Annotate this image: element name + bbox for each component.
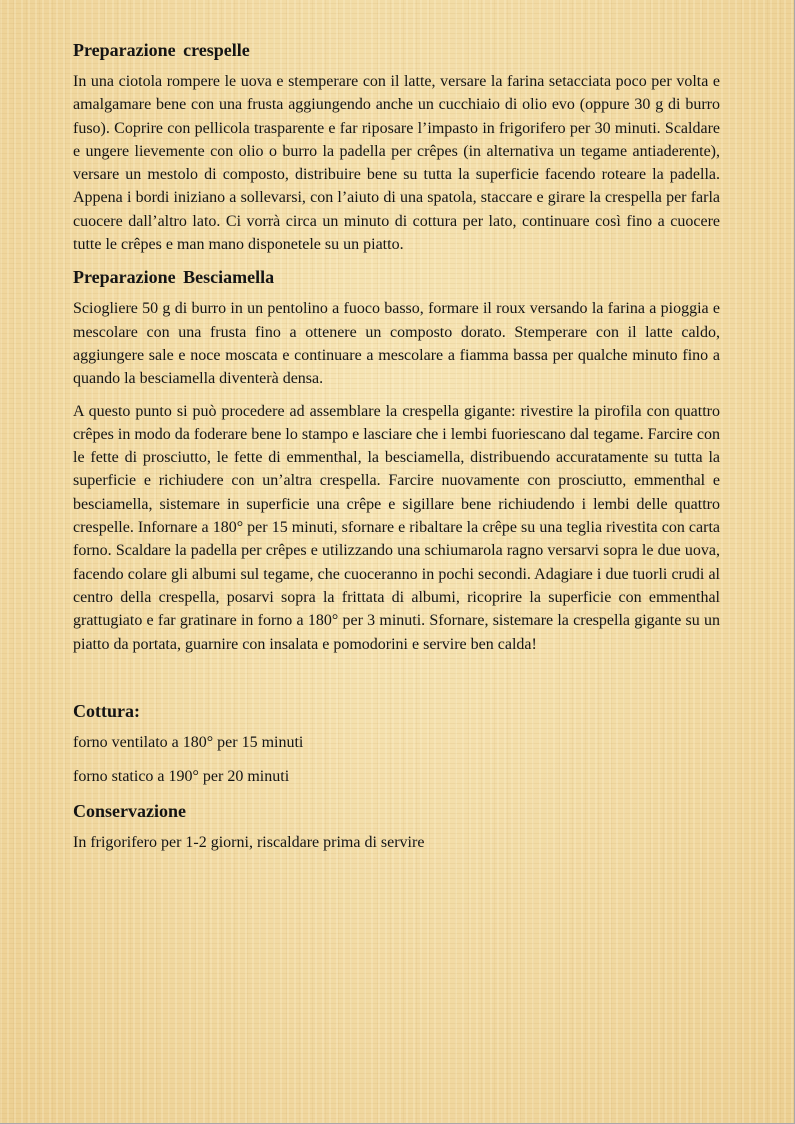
cottura-line-statico: forno statico a 190° per 20 minuti	[73, 767, 290, 785]
heading-preparazione-crespelle: Preparazione crespelle	[73, 40, 250, 60]
recipe-content	[73, 38, 720, 865]
conservazione-text: In frigorifero per 1-2 giorni, riscaldare prima di servire	[73, 833, 425, 851]
paragraph-assemblaggio: A questo punto si può procedere ad assemblare la crespella gigante: rivestire la pirofila con quattro crêpes in modo da foderare bene lo stampo e lasciare che i lembi fuoriescano dal tegame. Farcire con le fette di prosciutto, le fette di emmenthal, la besciamella, distribuendo accuratamente su tutta la superficie e richiudere con un’altra crespella. Farcire nuovamente con prosciutto, emmenthal e besciamella, sistemare in superficie una crêpe e sigillare bene richiudendo i lembi delle quattro crespelle. Infornare a 180° per 15 minuti, sfornare e ribaltare la crêpe su una teglia rivestita con carta forno. Scaldare la padella per crêpes e utilizzando una schiumarola ragno versarvi sopra le due uova, facendo colare gli albumi sul tegame, che cuoceranno in pochi secondi. Adagiare i due tuorli crudi al centro della crespella, posarvi sopra la frittata di albumi, ricoprire la superficie con emmenthal grattugiato e far gratinare in forno a 180° per 3 minuti. Sfornare, sistemare la crespella gigante su un piatto da portata, guarnire con insalata e pomodorini e servire ben calda!	[73, 402, 720, 653]
paragraph-crespelle: In una ciotola rompere le uova e stemperare con il latte, versare la farina setacciata poco per volta e amalgamare bene con una frusta aggiungendo anche un cucchiaio di olio evo (oppure 30 g di burro fuso). Coprire con pellicola trasparente e far riposare l’impasto in frigorifero per 30 minuti. Scaldare e ungere lievemente con olio o burro la padella per crêpes (in alternativa un tegame antiaderente), versare un mestolo di composto, distribuire bene su tutta la superficie facendo roteare la padella. Appena i bordi iniziano a sollevarsi, con l’aiuto di una spatola, staccare e girare la crespella per farla cuocere dall’altro lato. Ci vorrà circa un minuto di cottura per lato, continuare così fino a cuocere tutte le crêpes e man mano disponetele su un piatto.	[73, 73, 720, 254]
paragraph-besciamella: Sciogliere 50 g di burro in un pentolino a fuoco basso, formare il roux versando la farina a pioggia e mescolare con una frusta fino a ottenere un composto dorato. Stemperare con il latte caldo, aggiungere sale e noce moscata e continuare a mescolare a fiamma bassa per qualche minuto fino a quando la besciamella diventerà densa.	[73, 300, 720, 388]
spacer	[73, 665, 720, 699]
heading-preparazione-besciamella: Preparazione Besciamella	[73, 267, 275, 288]
heading-conservazione: Conservazione	[73, 800, 186, 821]
cottura-line-ventilato: forno ventilato a 180° per 15 minuti	[73, 733, 304, 751]
heading-cottura: Cottura:	[73, 700, 140, 721]
